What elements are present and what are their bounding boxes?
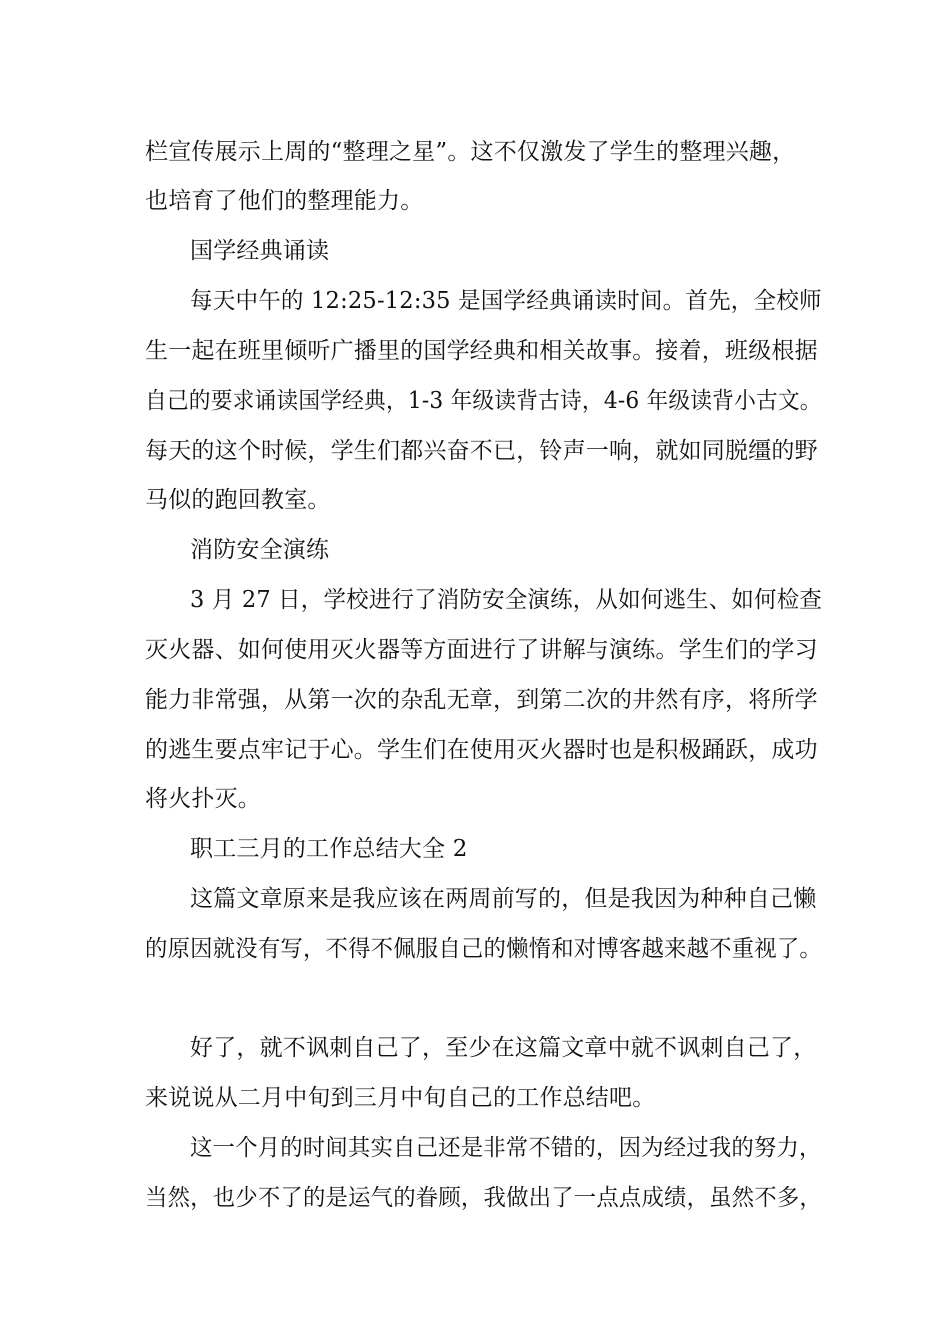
section-heading: 职工三月的工作总结大全 2	[190, 836, 468, 862]
paragraph-line: 能力非常强，从第一次的杂乱无章，到第二次的井然有序，将所学	[145, 687, 818, 713]
paragraph-line: 生一起在班里倾听广播里的国学经典和相关故事。接着，班级根据	[145, 338, 818, 364]
paragraph-line: 来说说从二月中旬到三月中旬自己的工作总结吧。	[145, 1085, 656, 1111]
paragraph-line: 也培育了他们的整理能力。	[145, 188, 424, 214]
section-heading: 消防安全演练	[190, 537, 330, 563]
paragraph-line: 马似的跑回教室。	[145, 487, 331, 513]
paragraph-line: 当然，也少不了的是运气的眷顾，我做出了一点点成绩，虽然不多，	[145, 1185, 822, 1211]
paragraph-line: 3 月 27 日，学校进行了消防安全演练，从如何逃生、如何检查	[190, 587, 823, 613]
paragraph-line: 这一个月的时间其实自己还是非常不错的，因为经过我的努力，	[190, 1135, 822, 1161]
paragraph-line: 的逃生要点牢记于心。学生们在使用灭火器时也是积极踊跃，成功	[145, 737, 818, 763]
paragraph-line: 每天中午的 12:25-12:35 是国学经典诵读时间。首先，全校师	[190, 288, 822, 314]
paragraph-line: 好了，就不讽刺自己了，至少在这篇文章中就不讽刺自己了，	[190, 1035, 817, 1061]
paragraph-line: 灭火器、如何使用灭火器等方面进行了讲解与演练。学生们的学习	[145, 637, 818, 663]
paragraph-line: 栏宣传展示上周的“整理之星”。这不仅激发了学生的整理兴趣，	[145, 139, 796, 165]
section-heading: 国学经典诵读	[190, 238, 330, 264]
paragraph-line: 这篇文章原来是我应该在两周前写的，但是我因为种种自己懒	[190, 886, 817, 912]
paragraph-line: 自己的要求诵读国学经典，1-3 年级读背古诗，4-6 年级读背小古文。	[145, 388, 822, 414]
paragraph-line: 将火扑灭。	[145, 786, 261, 812]
paragraph-line: 的原因就没有写，不得不佩服自己的懒惰和对博客越来越不重视了。	[145, 936, 822, 962]
paragraph-line: 每天的这个时候，学生们都兴奋不已，铃声一响，就如同脱缰的野	[145, 438, 818, 464]
